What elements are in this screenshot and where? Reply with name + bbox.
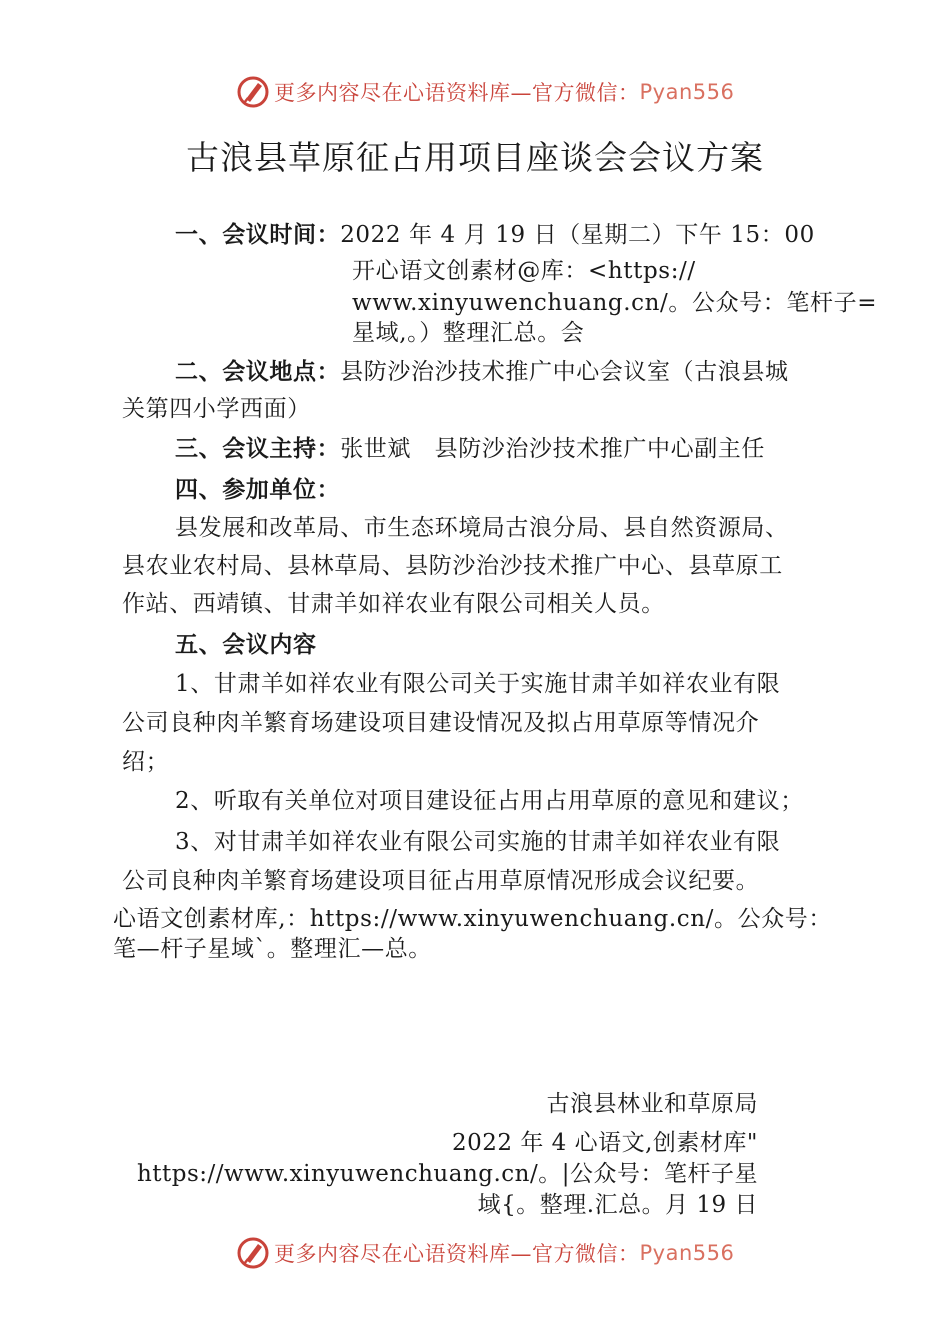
meeting-time-value: 2022 年 4 月 19 日（星期二）下午 15：00 (340, 222, 815, 248)
meeting-time (175, 218, 815, 252)
watermark-line: 笔—杆子星域`。整理汇—总。 (113, 936, 432, 962)
pen-logo-icon (236, 75, 270, 109)
signature-date-line: https://www.xinyuwenchuang.cn/。|公众号：笔杆子星 (136, 1161, 758, 1187)
participants-line: 县农业农村局、县林草局、县防沙治沙技术推广中心、县草原工 (122, 553, 783, 579)
meeting-place-cont: 关第四小学西面） (122, 396, 311, 422)
document-title: 古浪县草原征占用项目座谈会会议方案 (186, 138, 764, 177)
participants-label: 四、参加单位： (175, 476, 341, 503)
content-item-2: 2、听取有关单位对项目建设征占用占用草原的意见和建议； (175, 788, 804, 814)
time-extra-line: 星域,。）整理汇总。会 (352, 320, 585, 346)
meeting-place-value: 县防沙治沙技术推广中心会议室（古浪县城 (340, 359, 789, 385)
banner-account: Pyan556 (639, 80, 735, 104)
meeting-host (175, 432, 765, 466)
participants-line: 县发展和改革局、市生态环境局古浪分局、县自然资源局、 (175, 515, 789, 541)
pen-logo-icon (236, 1236, 270, 1270)
banner-account: Pyan556 (639, 1241, 735, 1265)
content-item-3: 3、对甘肃羊如祥农业有限公司实施的甘肃羊如祥农业有限 (175, 829, 781, 855)
meeting-host-label: 三、会议主持： (175, 435, 341, 462)
signature-date-line: 2022 年 4 心语文,创素材库" (452, 1130, 758, 1156)
banner-text: 更多内容尽在心语资料库—官方微信： (274, 1242, 640, 1266)
signature-date-line: 域{。整理.汇总。月 19 日 (477, 1192, 758, 1218)
time-extra-line: 开心语文创素材@库：<https:// (352, 258, 696, 284)
content-item-1: 公司良种肉羊繁育场建设项目建设情况及拟占用草原等情况介 (122, 710, 760, 736)
bottom-banner (236, 1236, 734, 1270)
content-label: 五、会议内容 (175, 631, 317, 658)
top-banner (236, 75, 734, 109)
meeting-host-value: 张世斌 县防沙治沙技术推广中心副主任 (340, 436, 766, 462)
signature-org: 古浪县林业和草原局 (546, 1091, 758, 1117)
banner-text: 更多内容尽在心语资料库—官方微信： (274, 81, 640, 105)
watermark-line: 心语文创素材库,：https://www.xinyuwenchuang.cn/。公众号： (113, 906, 832, 932)
content-item-3: 公司良种肉羊繁育场建设项目征占用草原情况形成会议纪要。 (122, 868, 760, 894)
participants-line: 作站、西靖镇、甘肃羊如祥农业有限公司相关人员。 (122, 591, 665, 617)
content-item-1: 1、甘肃羊如祥农业有限公司关于实施甘肃羊如祥农业有限 (175, 671, 781, 697)
meeting-place-label: 二、会议地点： (175, 358, 341, 385)
content-item-1: 绍； (122, 749, 170, 775)
meeting-time-label: 一、会议时间： (175, 221, 341, 248)
time-extra-line: www.xinyuwenchuang.cn/。公众号：笔杆子= (352, 290, 878, 316)
meeting-place (175, 355, 789, 389)
